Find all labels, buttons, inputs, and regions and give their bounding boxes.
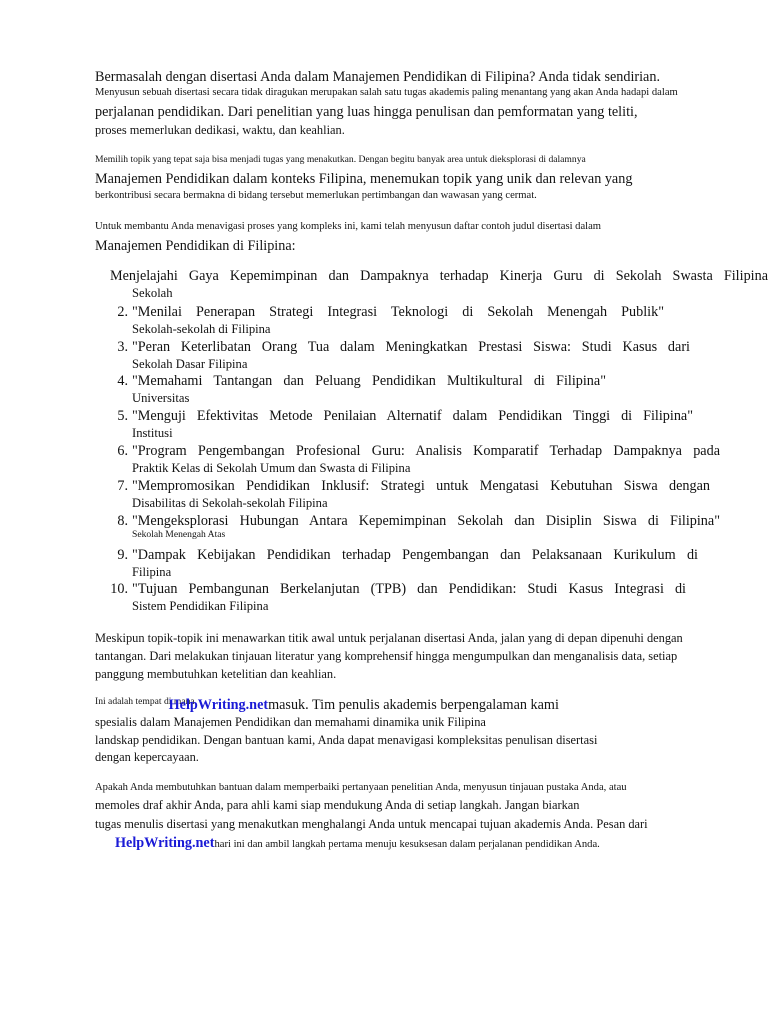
- list-item-title: "Tujuan Pembangunan Berkelanjutan (TPB) dan Pendidikan: Studi Kasus Integrasi di: [132, 581, 686, 597]
- help-line-4: dengan kepercayaan.: [95, 750, 199, 764]
- closing-line-2: memoles draf akhir Anda, para ahli kami siap mendukung Anda di setiap langkah. Jangan biarkan: [95, 798, 580, 812]
- intro-line-4: proses memerlukan dedikasi, waktu, dan keahlian.: [95, 123, 345, 137]
- list-item-number: 8.: [117, 513, 128, 529]
- help-text: masuk. Tim penulis akademis berpengalaman kami: [268, 697, 559, 713]
- list-item-title: "Program Pengembangan Profesional Guru: Analisis Komparatif Terhadap Dampaknya pada: [132, 443, 720, 459]
- list-item-number: 3.: [117, 339, 128, 355]
- list-item-number: 5.: [117, 408, 128, 424]
- list-item-title-continuation: Universitas: [132, 391, 190, 405]
- list-intro-line-1: Untuk membantu Anda menavigasi proses yang kompleks ini, kami telah menyusun daftar contoh judul disertasi dalam: [95, 221, 602, 232]
- list-item-number: 4.: [117, 373, 128, 389]
- topic-line-2: Manajemen Pendidikan dalam konteks Filipina, menemukan topik yang unik dan relevan yang: [95, 171, 633, 187]
- helpwriting-link[interactable]: HelpWriting.net: [168, 697, 269, 713]
- list-intro-line-2: Manajemen Pendidikan di Filipina:: [95, 238, 296, 254]
- list-item-title-continuation: Sekolah Menengah Atas: [132, 529, 226, 540]
- challenge-line-3: panggung membutuhkan ketelitian dan keahlian.: [95, 667, 337, 681]
- intro-line-2: Menyusun sebuah disertasi secara tidak diragukan merupakan salah satu tugas akademis paling menantang yang akan Anda hadapi dalam: [95, 87, 678, 98]
- help-line-1: [95, 696, 559, 714]
- list-item-number: 10.: [110, 581, 128, 597]
- help-line-3: landskap pendidikan. Dengan bantuan kami, Anda dapat menavigasi kompleksitas penulisan disertasi: [95, 733, 598, 747]
- list-item-number: 6.: [117, 443, 128, 459]
- closing-line-3: tugas menulis disertasi yang menakutkan menghalangi Anda untuk mencapai tujuan akademis Anda. Pesan dari: [95, 817, 648, 831]
- list-item-title-continuation: Sekolah Dasar Filipina: [132, 357, 248, 371]
- list-item-title: Menjelajahi Gaya Kepemimpinan dan Dampaknya terhadap Kinerja Guru di Sekolah Swasta Filipina: [110, 268, 768, 284]
- list-item-title-continuation: Praktik Kelas di Sekolah Umum dan Swasta di Filipina: [132, 461, 411, 475]
- list-item-title-continuation: Filipina: [132, 565, 172, 579]
- list-item-title: "Menguji Efektivitas Metode Penilaian Alternatif dalam Pendidikan Tinggi di Filipina": [132, 408, 693, 424]
- list-item-title-continuation: Institusi: [132, 426, 173, 440]
- closing-line-4: [115, 834, 600, 852]
- closing-line-1: Apakah Anda membutuhkan bantuan dalam memperbaiki pertanyaan penelitian Anda, menyusun tinjauan pustaka Anda, atau: [95, 782, 627, 793]
- list-item-title: "Peran Keterlibatan Orang Tua dalam Meningkatkan Prestasi Siswa: Studi Kasus dari: [132, 339, 690, 355]
- list-item-number: 7.: [117, 478, 128, 494]
- list-item-number: 9.: [117, 547, 128, 563]
- list-item-title: "Menilai Penerapan Strategi Integrasi Teknologi di Sekolah Menengah Publik": [132, 304, 664, 320]
- list-item-number: 2.: [117, 304, 128, 320]
- intro-line-1: Bermasalah dengan disertasi Anda dalam Manajemen Pendidikan di Filipina? Anda tidak sendirian.: [95, 69, 660, 85]
- list-item-title-continuation: Sekolah: [132, 286, 173, 300]
- closing-text: hari ini dan ambil langkah pertama menuju kesuksesan dalam perjalanan pendidikan Anda.: [214, 839, 600, 850]
- topic-line-1: Memilih topik yang tepat saja bisa menjadi tugas yang menakutkan. Dengan begitu banyak area untuk dieksplorasi di dalamnya: [95, 154, 586, 165]
- list-item-title: "Memahami Tantangan dan Peluang Pendidikan Multikultural di Filipina": [132, 373, 606, 389]
- list-item-title: "Dampak Kebijakan Pendidikan terhadap Pengembangan dan Pelaksanaan Kurikulum di: [132, 547, 698, 563]
- challenge-line-2: tantangan. Dari melakukan tinjauan literatur yang komprehensif hingga mengumpulkan dan menganalisis data, setiap: [95, 649, 678, 663]
- list-item-title-continuation: Sistem Pendidikan Filipina: [132, 599, 269, 613]
- intro-line-3: perjalanan pendidikan. Dari penelitian yang luas hingga penulisan dan pemformatan yang teliti,: [95, 104, 638, 120]
- list-item-title-continuation: Disabilitas di Sekolah-sekolah Filipina: [132, 496, 328, 510]
- help-intro-text: Ini adalah tempat di mana: [95, 696, 195, 707]
- list-item-title: "Mempromosikan Pendidikan Inklusif: Strategi untuk Mengatasi Kebutuhan Siswa dengan: [132, 478, 710, 494]
- helpwriting-link[interactable]: HelpWriting.net: [115, 835, 215, 851]
- challenge-line-1: Meskipun topik-topik ini menawarkan titik awal untuk perjalanan disertasi Anda, jalan yang di depan dipenuhi dengan: [95, 631, 683, 645]
- list-item-title: "Mengeksplorasi Hubungan Antara Kepemimpinan Sekolah dan Disiplin Siswa di Filipina": [132, 513, 720, 529]
- list-item-title-continuation: Sekolah-sekolah di Filipina: [132, 322, 271, 336]
- topic-line-3: berkontribusi secara bermakna di bidang tersebut memerlukan pertimbangan dan wawasan yang cermat.: [95, 190, 537, 201]
- help-line-2: spesialis dalam Manajemen Pendidikan dan memahami dinamika unik Filipina: [95, 715, 486, 729]
